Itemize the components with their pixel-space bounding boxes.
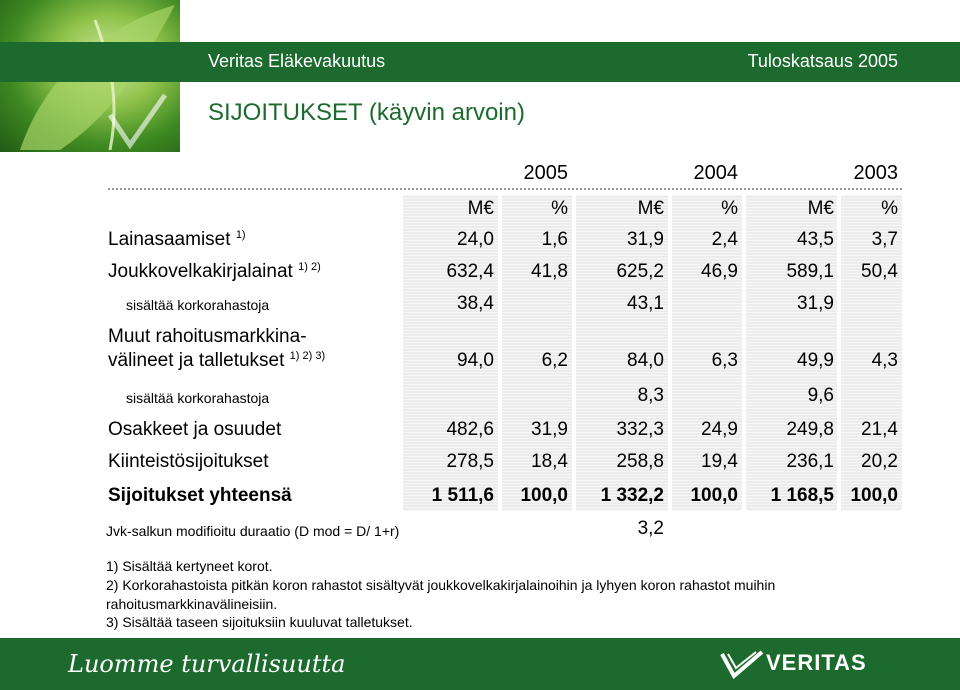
table-cell: 21,4: [861, 419, 898, 440]
table-cell: 31,9: [627, 229, 664, 250]
table-cell: 84,0: [627, 350, 664, 371]
table-cell: 24,0: [457, 229, 494, 250]
table-cell-total: 1 168,5: [770, 485, 834, 506]
footnote: rahoitusmarkkinavälineisiin.: [106, 596, 278, 612]
slogan: Luomme turvallisuutta: [68, 650, 346, 678]
year-header: 2005: [523, 162, 568, 184]
table-cell: 31,9: [531, 419, 568, 440]
company-name: Veritas Eläkevakuutus: [208, 51, 386, 71]
table-cell-total: 100,0: [520, 485, 568, 506]
table-cell: 236,1: [786, 451, 834, 472]
table-cell: 20,2: [861, 451, 898, 472]
unit-header: %: [881, 198, 898, 219]
table-cell: 589,1: [786, 261, 834, 282]
table-cell: 278,5: [446, 451, 494, 472]
table-cell: 41,8: [531, 261, 568, 282]
table-cell: 50,4: [861, 261, 898, 282]
table-cell: 43,1: [627, 293, 664, 314]
footnote: 2) Korkorahastoista pitkän koron rahastot sisältyvät joukkovelkakirjalainoihin ja lyhyen koron rahastot muihin: [106, 577, 776, 593]
table-cell: 46,9: [701, 261, 738, 282]
veritas-logo-icon: [720, 648, 764, 680]
footnote: 3) Sisältää taseen sijoituksiin kuuluvat talletukset.: [106, 614, 413, 630]
table-cell: 38,4: [457, 293, 494, 314]
table-cell: 6,3: [711, 350, 738, 371]
table-cell: 49,9: [797, 350, 834, 371]
year-header: 2004: [693, 162, 738, 184]
table-cell: 24,9: [701, 419, 738, 440]
table-cell: 19,4: [701, 451, 738, 472]
row-label: Osakkeet ja osuudet: [108, 419, 282, 440]
table-cell-total: 1 332,2: [600, 485, 664, 506]
table-cell: 4,3: [871, 350, 898, 371]
table-cell: 18,4: [531, 451, 568, 472]
row-label: sisältää korkorahastoja: [126, 297, 270, 313]
table-cell: 8,3: [637, 385, 664, 406]
unit-header: M€: [807, 198, 834, 219]
page-title: SIJOITUKSET (käyvin arvoin): [208, 99, 525, 126]
table-cell: 94,0: [457, 350, 494, 371]
table-cell: 258,8: [616, 451, 664, 472]
header-bar: [0, 42, 960, 82]
unit-header: M€: [467, 198, 494, 219]
table-cell: 625,2: [616, 261, 664, 282]
table-cell: 332,3: [616, 419, 664, 440]
footer-bar: [0, 638, 960, 690]
header-divider: [108, 188, 902, 190]
unit-header: %: [551, 198, 568, 219]
year-header: 2003: [853, 162, 898, 184]
table-cell: 1,6: [541, 229, 568, 250]
row-label: Muut rahoitusmarkkina-: [108, 326, 307, 347]
duration-value: 3,2: [637, 518, 664, 539]
row-label: Lainasaamiset $^{1)}$: [108, 229, 246, 250]
table-cell: 2,4: [711, 229, 738, 250]
table-cell: 9,6: [807, 385, 834, 406]
table-cell-total: 100,0: [850, 485, 898, 506]
table-cell: 482,6: [446, 419, 494, 440]
footnote: 1) Sisältää kertyneet korot.: [106, 558, 273, 574]
table-cell: 43,5: [797, 229, 834, 250]
table-cell: 249,8: [786, 419, 834, 440]
table-cell: 31,9: [797, 293, 834, 314]
table-cell: 3,7: [871, 229, 898, 250]
row-label: välineet ja talletukset $^{1) 2) 3)}$: [108, 350, 326, 371]
duration-label: Jvk-salkun modifioitu duraatio (D mod = D/ 1+r): [106, 523, 400, 539]
row-label: Joukkovelkakirjalainat $^{1) 2)}$: [108, 261, 321, 282]
unit-header: %: [721, 198, 738, 219]
table-cell-total: 1 511,6: [431, 485, 494, 506]
row-label-total: Sijoitukset yhteensä: [108, 485, 292, 506]
unit-header: M€: [637, 198, 664, 219]
table-cell: 6,2: [541, 350, 568, 371]
report-name: Tuloskatsaus 2005: [747, 51, 898, 71]
row-label: Kiinteistösijoitukset: [108, 451, 269, 472]
row-label: sisältää korkorahastoja: [126, 390, 270, 406]
table-cell-total: 100,0: [690, 485, 738, 506]
brand-name: VERITAS: [766, 650, 867, 675]
table-cell: 632,4: [446, 261, 494, 282]
